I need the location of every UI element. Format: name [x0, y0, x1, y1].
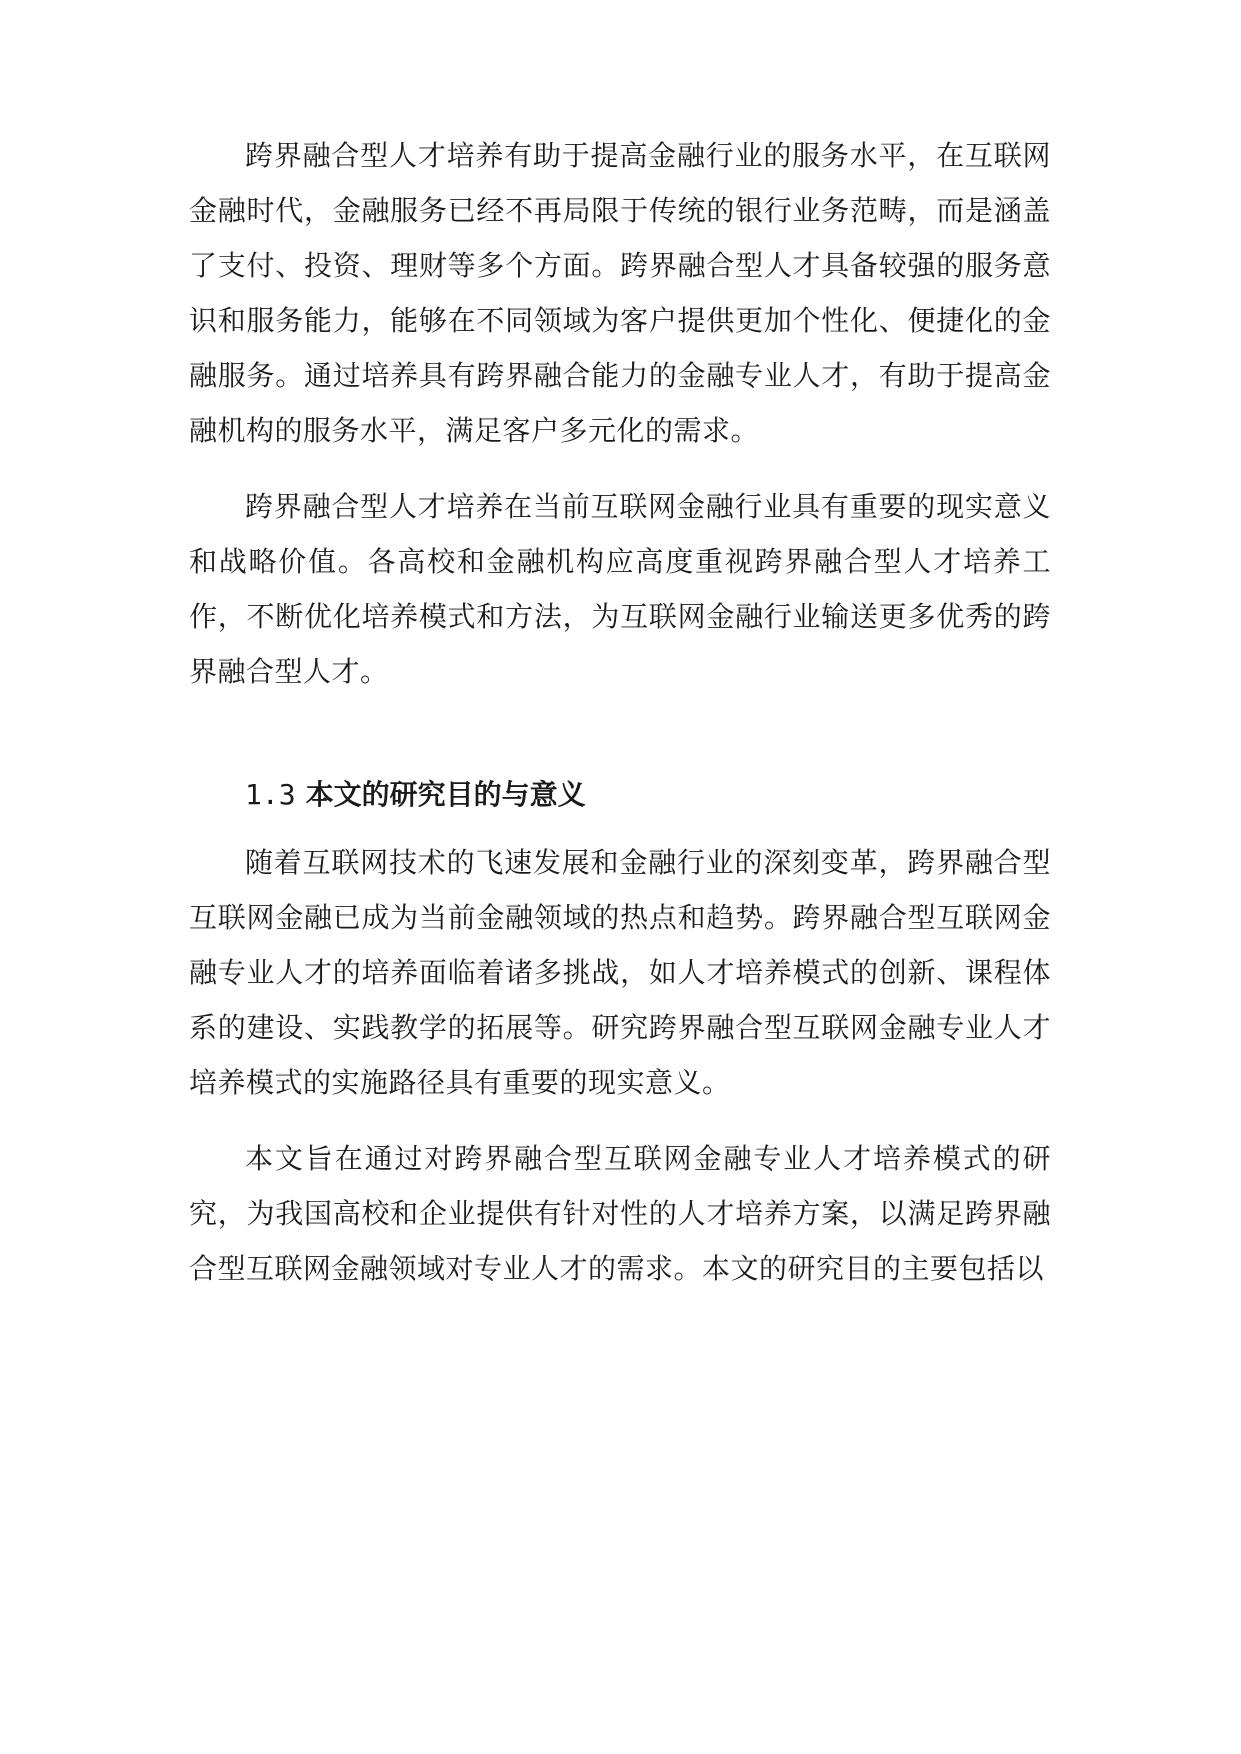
section-number: 1.3 [245, 778, 296, 811]
body-paragraph: 随着互联网技术的飞速发展和金融行业的深刻变革，跨界融合型互联网金融已成为当前金融领域的热点和趋势。跨界融合型互联网金融专业人才的培养面临着诸多挑战，如人才培养模式的创新、课程体系的建设、实践教学的拓展等。研究跨界融合型互联网金融专业人才培养模式的实施路径具有重要的现实意义。 [189, 846, 1051, 1099]
section-title: 本文的研究目的与意义 [305, 778, 586, 811]
body-paragraph: 跨界融合型人才培养有助于提高金融行业的服务水平，在互联网金融时代，金融服务已经不再局限于传统的银行业务范畴，而是涵盖了支付、投资、理财等多个方面。跨界融合型人才具备较强的服务意识和服务能力，能够在不同领域为客户提供更加个性化、便捷化的金融服务。通过培养具有跨界融合能力的金融专业人才，有助于提高金融机构的服务水平，满足客户多元化的需求。 [189, 139, 1051, 447]
section-heading [189, 775, 1051, 815]
body-paragraph: 本文旨在通过对跨界融合型互联网金融专业人才培养模式的研究，为我国高校和企业提供有针对性的人才培养方案，以满足跨界融合型互联网金融领域对专业人才的需求。本文的研究目的主要包括以 [189, 1142, 1051, 1285]
document-body [189, 128, 1051, 1296]
body-paragraph: 跨界融合型人才培养在当前互联网金融行业具有重要的现实意义和战略价值。各高校和金融机构应高度重视跨界融合型人才培养工作，不断优化培养模式和方法，为互联网金融行业输送更多优秀的跨界融合型人才。 [189, 490, 1051, 688]
